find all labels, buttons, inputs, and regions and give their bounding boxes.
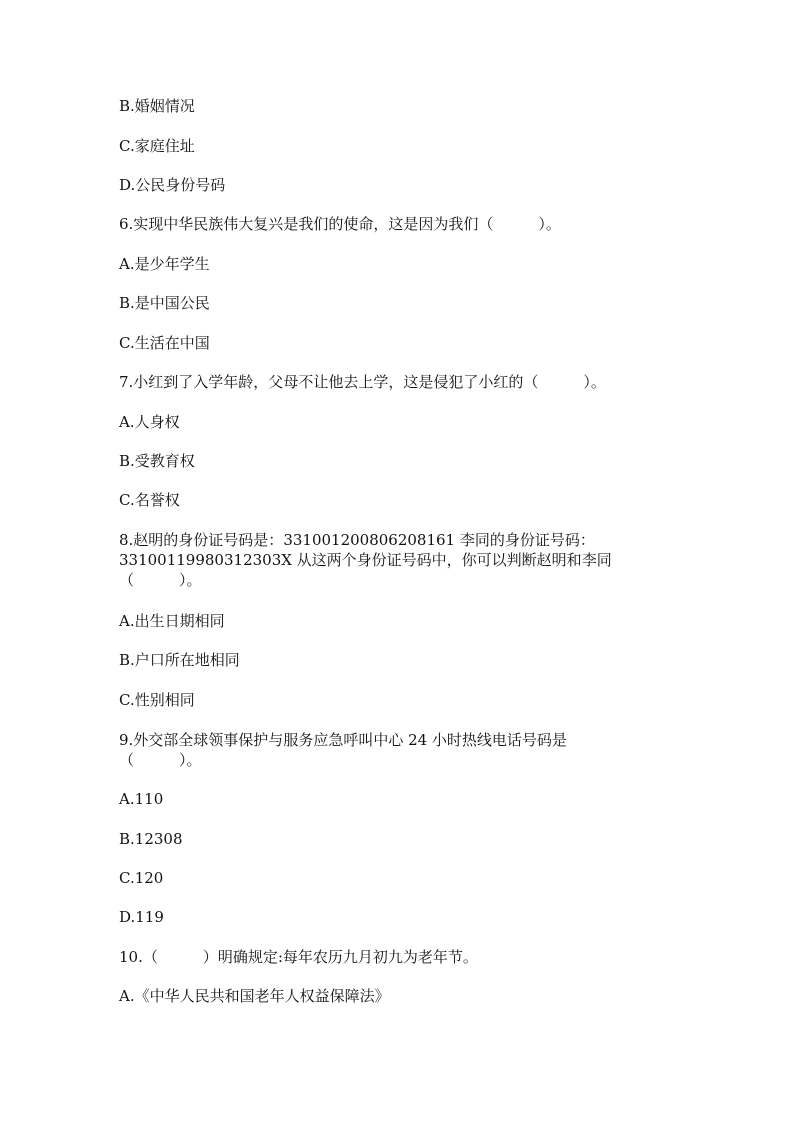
option-5c: C.家庭住址 — [119, 137, 195, 155]
option-9b: B.12308 — [119, 830, 183, 848]
question-9: 9.外交部全球领事保护与服务应急呼叫中心 24 小时热线电话号码是 （ ）。 — [119, 731, 567, 769]
option-7b: B.受教育权 — [119, 452, 195, 470]
option-5b: B.婚姻情况 — [119, 97, 195, 115]
option-6c: C.生活在中国 — [119, 334, 210, 352]
option-7a: A.人身权 — [119, 413, 180, 431]
question-8: 8.赵明的身份证号码是：331001200806208161 李同的身份证号码： 33100119980312303X 从这两个身份证号码中，你可以判断赵明和李同 （ ）。 — [119, 531, 612, 589]
question-10: 10.（ ）明确规定:每年农历九月初九为老年节。 — [119, 948, 478, 966]
question-6: 6.实现中华民族伟大复兴是我们的使命，这是因为我们（ ）。 — [119, 215, 561, 233]
option-10a: A.《中华人民共和国老年人权益保障法》 — [119, 987, 390, 1005]
option-6b: B.是中国公民 — [119, 294, 210, 312]
option-8c: C.性别相同 — [119, 691, 195, 709]
option-8b: B.户口所在地相同 — [119, 651, 240, 669]
option-9c: C.120 — [119, 869, 164, 887]
option-6a: A.是少年学生 — [119, 255, 210, 273]
option-7c: C.名誉权 — [119, 491, 180, 509]
option-9d: D.119 — [119, 908, 164, 926]
option-5d: D.公民身份号码 — [119, 176, 226, 194]
option-8a: A.出生日期相同 — [119, 612, 225, 630]
question-7: 7.小红到了入学年龄，父母不让他去上学，这是侵犯了小红的（ ）。 — [119, 373, 606, 391]
option-9a: A.110 — [119, 790, 164, 808]
